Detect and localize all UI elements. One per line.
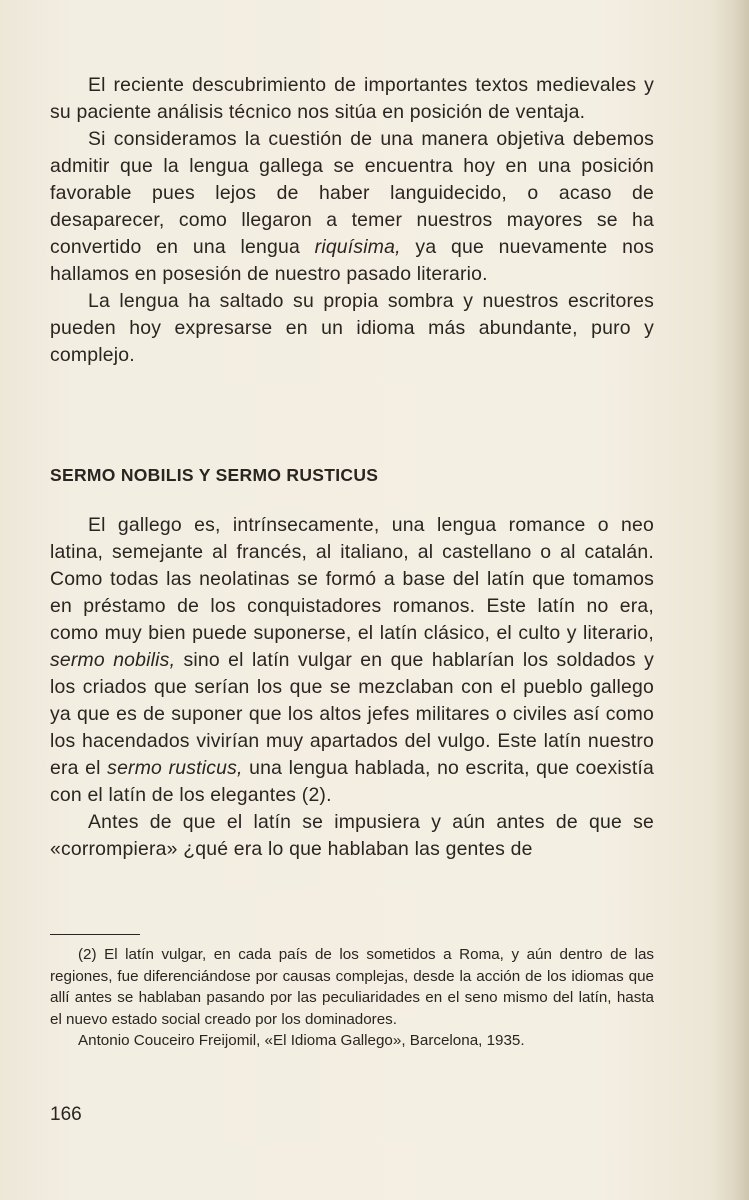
italic-run: sermo nobilis,: [50, 649, 176, 671]
text-run: una lengua hablada, no escrita, que coexistía con el latín de los elegantes (2).: [50, 757, 654, 806]
text-run: Antes de que el latín se impusiera y aún antes de que se «corrompiera» ¿qué era lo que hablaban las gentes de: [50, 811, 654, 860]
section-heading: SERMO NOBILIS Y SERMO RUSTICUS: [50, 465, 379, 485]
footnote-text: (2) El latín vulgar, en cada país de los sometidos a Roma, y aún dentro de las regiones, fue diferenciándose por causas complejas, desde la acción de los idiomas que allí antes se hablaban pasando por las peculiaridades en el seno mismo del latín, hasta el nuevo estado social creado por los dominadores.: [50, 946, 654, 1028]
italic-run: sermo rusticus,: [107, 757, 243, 779]
page-number: 166: [50, 1104, 82, 1125]
paragraph-5: [50, 809, 654, 863]
paragraph-2: [50, 126, 654, 288]
top-paragraphs: [50, 72, 654, 369]
bottom-paragraphs: [50, 512, 654, 863]
footnote: [50, 944, 654, 1052]
text-run: Si consideramos la cuestión de una manera objetiva debemos admitir que la lengua gallega se encuentra hoy en una posición favorable pues lejos de haber languidecido, o acaso de desaparecer, como llegaron a temer nuestros mayores se ha convertido en una lengua: [50, 128, 654, 258]
text-run: ya que nuevamente nos hallamos en posesión de nuestro pasado literario.: [50, 236, 654, 285]
paragraph-4: [50, 512, 654, 809]
page-edge-shadow: [709, 0, 749, 1200]
footnote-citation: Antonio Couceiro Freijomil, «El Idioma Gallego», Barcelona, 1935.: [78, 1032, 525, 1049]
paragraph-3: [50, 288, 654, 369]
italic-run: riquísima,: [314, 236, 401, 258]
paragraph-1: [50, 72, 654, 126]
footnote-divider: [50, 934, 140, 935]
text-run: El gallego es, intrínsecamente, una lengua romance o neo latina, semejante al francés, al italiano, al castellano o al catalán. Como todas las neolatinas se formó a base del latín que tomamos en préstamo de los conquistadores romanos. Este latín no era, como muy bien puede suponerse, el latín clásico, el culto y literario,: [50, 514, 654, 644]
text-run: La lengua ha saltado su propia sombra y nuestros escritores pueden hoy expresarse en un idioma más abundante, puro y complejo.: [50, 290, 654, 366]
text-run: sino el latín vulgar en que hablarían los soldados y los criados que serían los que se mezclaban con el pueblo gallego ya que es de suponer que los altos jefes militares o civiles así como los hacendados vivirían muy apartados del vulgo. Este latín nuestro era el: [50, 649, 654, 779]
text-run: El reciente descubrimiento de importantes textos medievales y su paciente análisis técnico nos sitúa en posición de ventaja.: [50, 74, 654, 123]
